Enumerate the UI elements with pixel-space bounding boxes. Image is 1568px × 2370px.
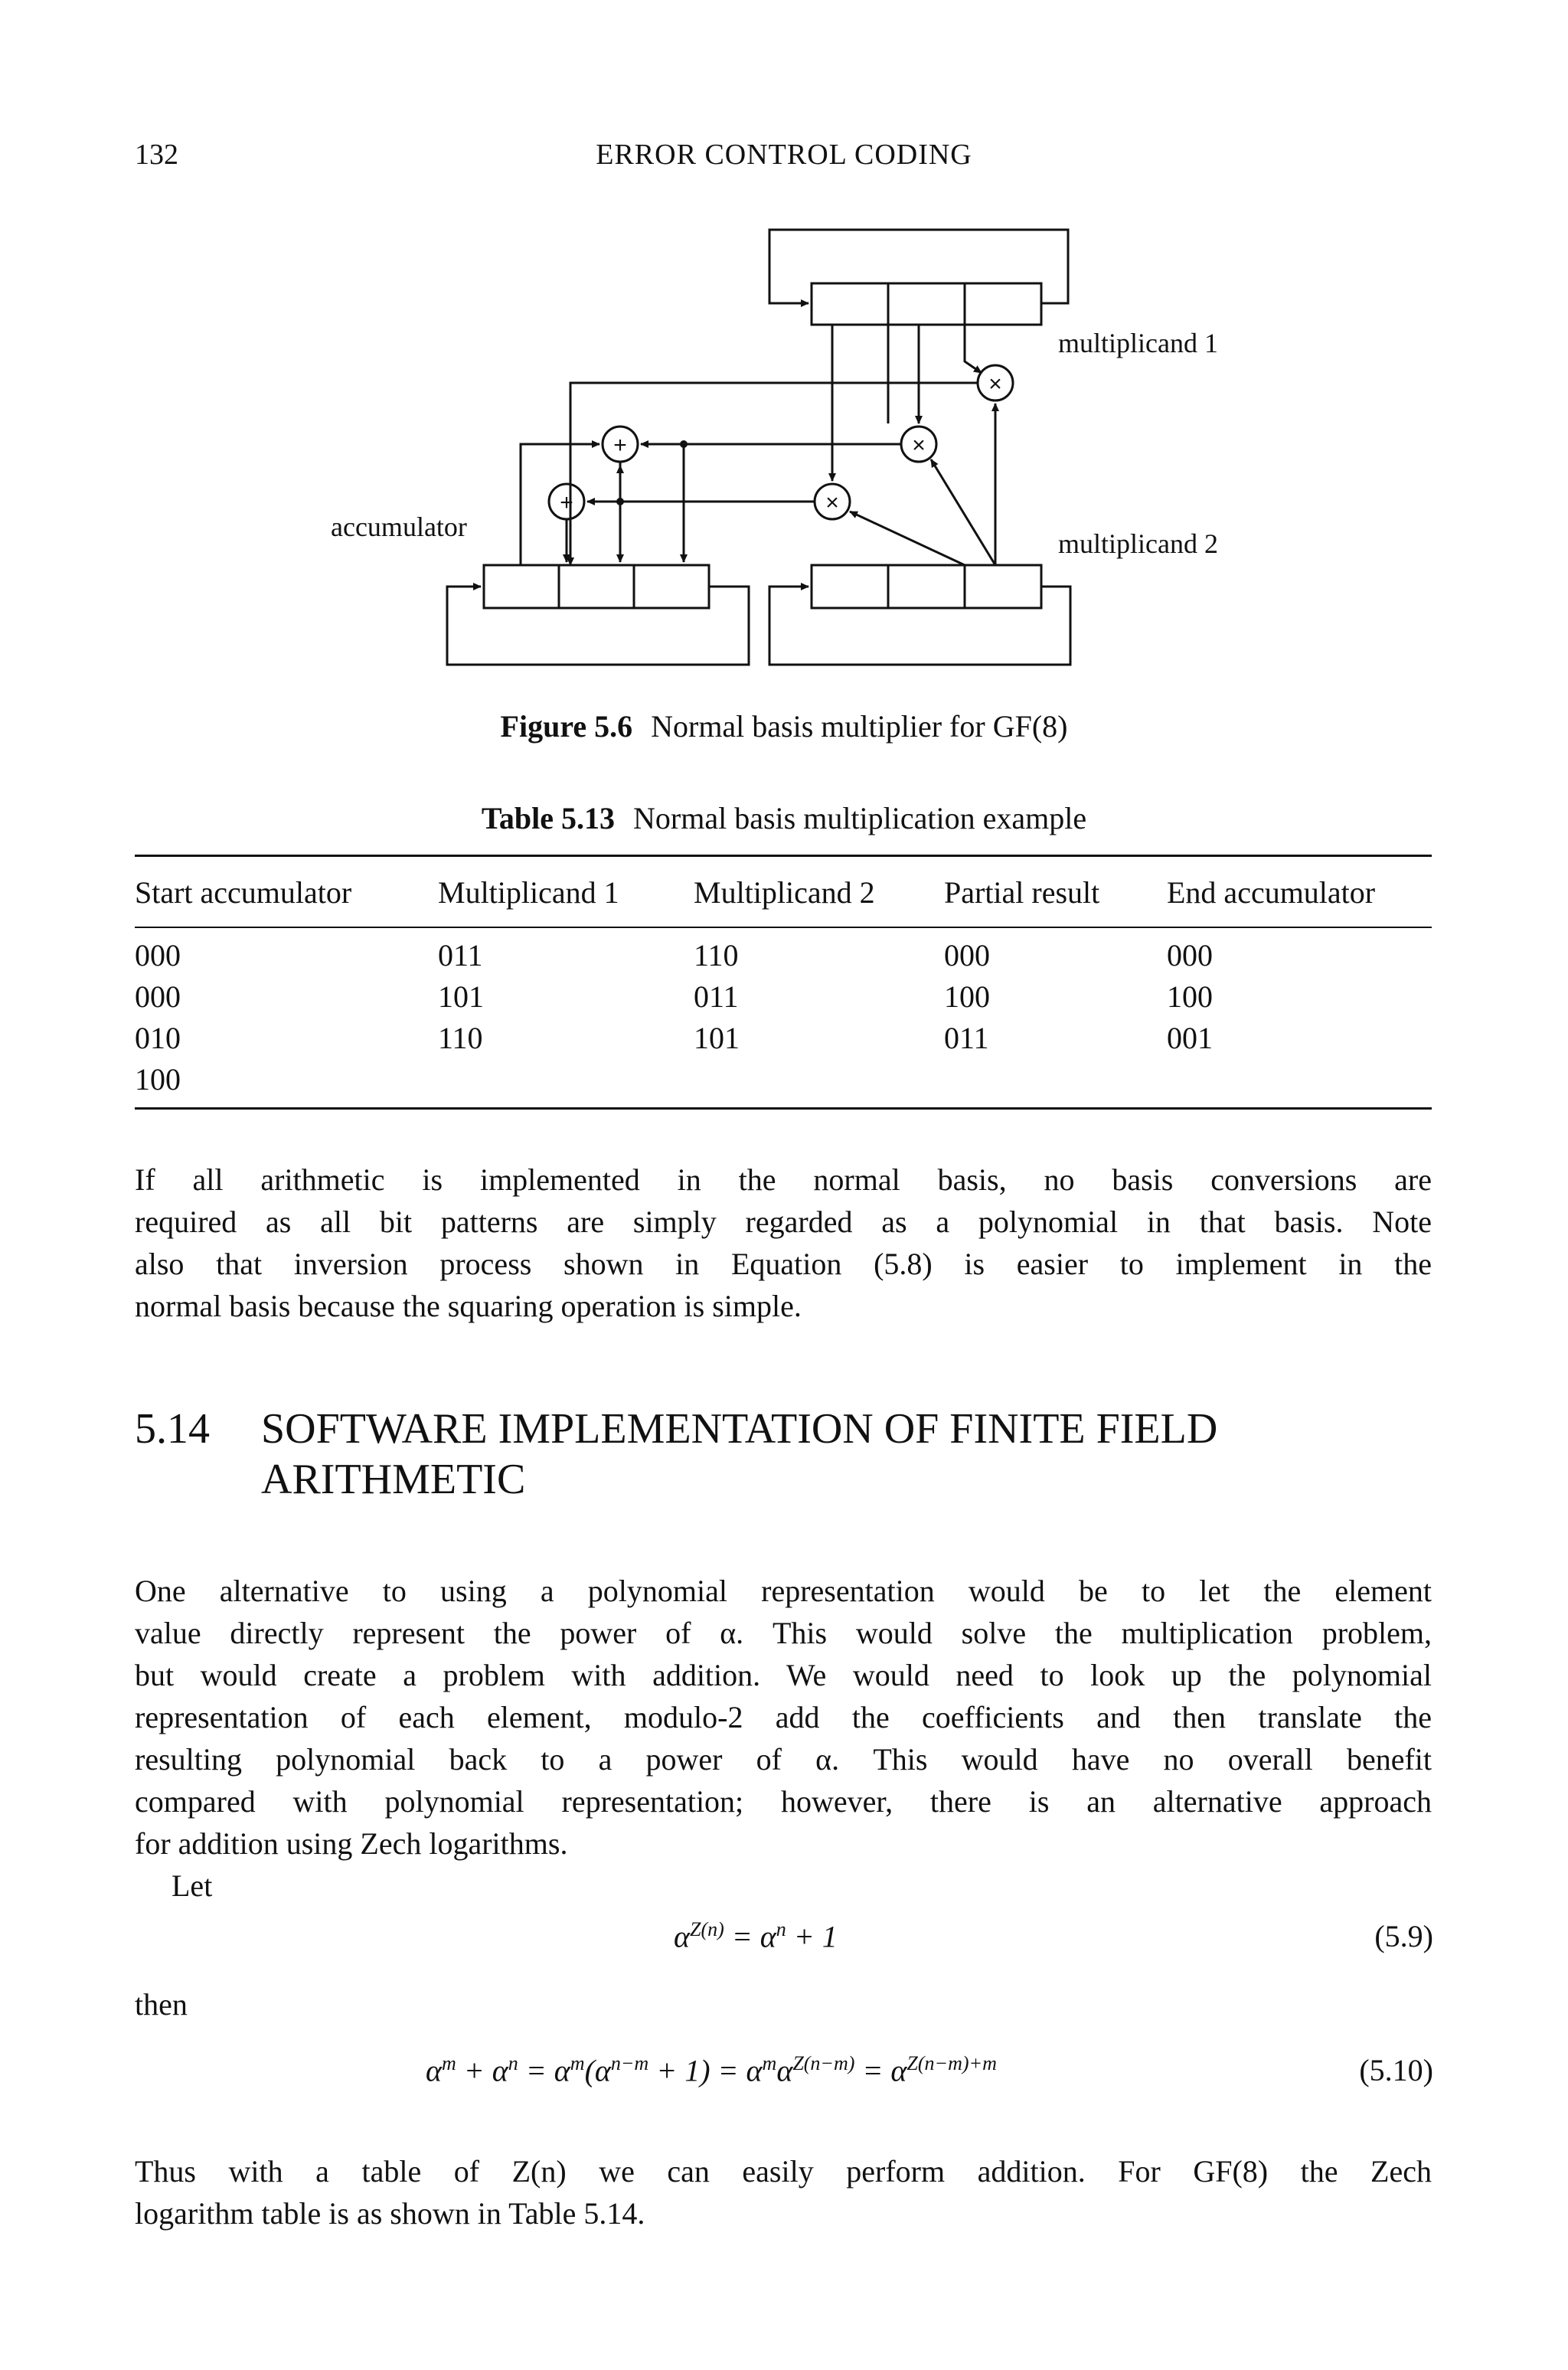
figure-caption-text: Normal basis multiplier for GF(8): [651, 709, 1068, 744]
table-bottom-rule: [135, 1107, 1432, 1110]
running-title: ERROR CONTROL CODING: [596, 139, 972, 171]
cell: 110: [438, 1021, 483, 1055]
text-line: but would create a problem with addition. We would need to look up the polynomial: [135, 1658, 1432, 1692]
cell: 100: [1167, 979, 1213, 1014]
text-line: representation of each element, modulo-2 add the coefficients and then translate the: [135, 1700, 1432, 1734]
text-line: resulting polynomial back to a power of α. This would have no overall benefit: [135, 1742, 1432, 1777]
cell: 011: [438, 938, 483, 973]
text-line: logarithm table is as shown in Table 5.14.: [135, 2196, 645, 2231]
table-row: [135, 937, 1432, 979]
equation-5-9: $\alpha^{Z(n)} = \alpha^n + 1$: [674, 1918, 838, 1954]
section-number: 5.14: [135, 1405, 210, 1453]
section-title: SOFTWARE IMPLEMENTATION OF FINITE FIELD ARITHMETIC: [261, 1405, 1218, 1503]
equation-number-5-9: (5.9): [1374, 1919, 1433, 1953]
cell: 101: [438, 979, 484, 1014]
col-header-start-accumulator: Start accumulator: [135, 875, 352, 910]
text-line: value directly represent the power of α. This would solve the multiplication problem,: [135, 1616, 1432, 1650]
text-line: Thus with a table of Z(n) we can easily perform addition. For GF(8) the Zech: [135, 2154, 1432, 2189]
then-text: [135, 1983, 441, 2025]
paragraph-zech-intro: [135, 1570, 1432, 1865]
cell: 000: [1167, 938, 1213, 973]
cell: 101: [694, 1021, 740, 1055]
cell: 011: [944, 1021, 989, 1055]
text-line: compared with polynomial representation; however, there is an alternative approach: [135, 1784, 1432, 1819]
cell: 000: [944, 938, 990, 973]
label-multiplicand2: multiplicand 2: [1058, 528, 1218, 559]
table-body: [135, 937, 1432, 1103]
normal-basis-multiplier-diagram: [0, 0, 1568, 689]
text-line: One alternative to using a polynomial representation would be to let the element: [135, 1574, 1432, 1608]
cell: 100: [135, 1062, 181, 1097]
top-register: [812, 283, 1041, 325]
col-header-multiplicand2: Multiplicand 2: [694, 875, 875, 910]
table-caption: [0, 800, 1568, 836]
figure-caption: [0, 708, 1568, 744]
figure-caption-label: Figure 5.6: [500, 709, 633, 744]
times-symbol-mid: ×: [912, 433, 926, 458]
table-caption-text: Normal basis multiplication example: [633, 801, 1087, 835]
table-row: [135, 979, 1432, 1020]
table-caption-label: Table 5.13: [481, 801, 616, 835]
text-line: for addition using Zech logarithms.: [135, 1826, 568, 1861]
text-line: required as all bit patterns are simply regarded as a polynomial in that basis. Note: [135, 1205, 1432, 1239]
then-word: then: [135, 1987, 188, 2022]
table-row: [135, 1061, 1432, 1103]
table-header-rule: [135, 927, 1432, 928]
paragraph-zech-table: [135, 2150, 1432, 2234]
page-number: 132: [135, 139, 178, 171]
cell: 110: [694, 938, 739, 973]
equation-number-5-10: (5.10): [1359, 2053, 1433, 2087]
col-header-multiplicand1: Multiplicand 1: [438, 875, 619, 910]
multiplicand2-register: [812, 565, 1041, 608]
table-top-rule: [135, 855, 1432, 857]
equation-5-10: $\alpha^m + \alpha^n = \alpha^m(\alpha^{n-m} + 1) = \alpha^m\alpha^{Z(n-m)} = \alpha^{Z(n-m)+m}$: [426, 2052, 997, 2088]
let-word: Let: [172, 1868, 213, 1903]
text-line: also that inversion process shown in Equation (5.8) is easier to implement in the: [135, 1247, 1432, 1281]
text-line: normal basis because the squaring operation is simple.: [135, 1289, 802, 1323]
let-text: [172, 1865, 478, 1907]
table-row: [135, 1020, 1432, 1061]
label-multiplicand1: multiplicand 1: [1058, 328, 1218, 358]
cell: 100: [944, 979, 990, 1014]
cell: 001: [1167, 1021, 1213, 1055]
plus-symbol-low: +: [560, 490, 573, 515]
cell: 011: [694, 979, 739, 1014]
text-line: If all arithmetic is implemented in the normal basis, no basis conversions are: [135, 1162, 1432, 1197]
accumulator-register: [484, 565, 709, 608]
col-header-partial-result: Partial result: [944, 875, 1100, 910]
col-header-end-accumulator: End accumulator: [1167, 875, 1376, 910]
plus-symbol-top: +: [613, 433, 627, 458]
cell: 000: [135, 938, 181, 973]
times-symbol-low: ×: [825, 490, 839, 515]
times-symbol-top: ×: [988, 371, 1002, 397]
cell: 000: [135, 979, 181, 1014]
paragraph-normal-basis: [135, 1159, 1432, 1327]
label-accumulator: accumulator: [331, 512, 467, 542]
cell: 010: [135, 1021, 181, 1055]
table-header: [135, 874, 1432, 916]
